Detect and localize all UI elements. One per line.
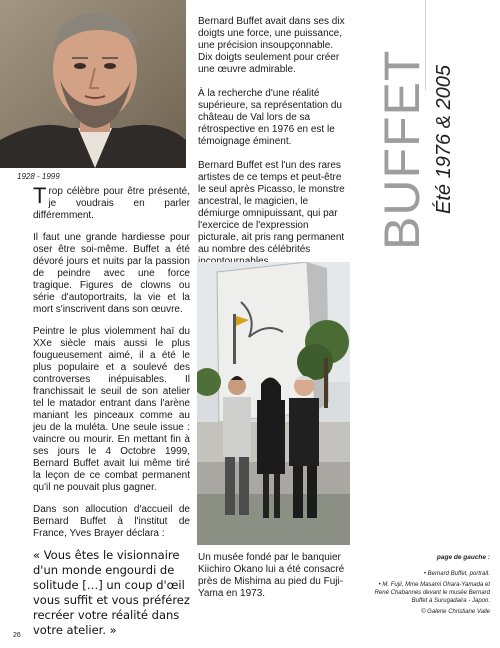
pull-quote: « Vous êtes le visionnaire d'un monde engourdi de solitude […] un coup d'œil vous suffit et vous préférez recréer votre réalité dans votre atelier. » (33, 548, 190, 637)
article-column-left (33, 183, 190, 638)
credit-line: • M. Fujii, Mme Masami Ohara-Yamada et René Chabannes devant le musée Bernard Buffet à Surugadaira - Japon. (374, 582, 490, 604)
photo-caption: Un musée fondé par le banquier Kiichiro Okano lui a été consacré près de Mishima au pied du Fuji-Yama en 1973. (198, 552, 345, 599)
museum-photo (197, 262, 350, 545)
paragraph: Dans son allocution d'accueil de Bernard Buffet à l'institut de France, Yves Brayer déclara : (33, 504, 190, 539)
artist-name: BUFFET (374, 49, 430, 250)
intro-paragraph (33, 183, 190, 222)
paragraph: Il faut une grande hardiesse pour oser être soi-même. Buffet a été dévoré jours et nuits par la passion de peindre avec une force tragique. Figures de clowns ou série d'autoportraits, la vie et la mort s'inscrivent dans son œuvre. (33, 232, 190, 315)
article-column-right (198, 16, 350, 280)
credits-heading: page de gauche : (436, 554, 490, 561)
paragraph: Peintre le plus violemment haï du XXe siècle mais aussi le plus fougueusement aimé, il a été le plus populaire et a soulevé des controverses inépuisables. Il franchissait le seuil de son atelier tel le matador entrant dans l'arène maniant les pinceaux comme au jeu de la muléta. Une seule issue : vaincre ou mourir. En mettant fin à ses jours le 4 Octobre 1999, Bernard Buffet avait lui même tiré la leçon de ce combat permanent qu'il ne pouvait plus gagner. (33, 326, 190, 493)
paragraph: Bernard Buffet avait dans ses dix doigts une force, une puissance, une précision insoupçonnable. Dix doigts seulement pour créer une œuvre admirable. (198, 16, 345, 75)
paragraph: Bernard Buffet est l'un des rares artistes de ce temps et peut-être le seul après Picasso, le monstre ancestral, le magicien, le démiurge omnipuissant, qui par l'exercice de l'expression picturale, ait pris rang permanent au nombre des célébrités (198, 160, 345, 255)
paragraph: À la recherche d'une réalité supérieure, sa représentation du château de Val lors de sa rétrospective en 1976 en est le témoignage éminent. (198, 88, 342, 147)
artist-name-title (373, 50, 431, 250)
credit-copyright: © Galerie Christiane Valle (421, 609, 490, 615)
photo-credits (364, 554, 490, 619)
exhibition-dates-title: Été 1976 & 2005 (433, 64, 455, 214)
portrait-photo (0, 0, 186, 168)
credit-line: • Bernard Buffet, portrait. (423, 571, 490, 577)
portrait-years-caption: 1928 - 1999 (17, 172, 60, 181)
page-number: 26 (13, 632, 21, 639)
drop-cap: T (33, 183, 47, 208)
intro-text: rop célèbre pour être présenté, je voudrais en parler différemment. (33, 186, 190, 221)
